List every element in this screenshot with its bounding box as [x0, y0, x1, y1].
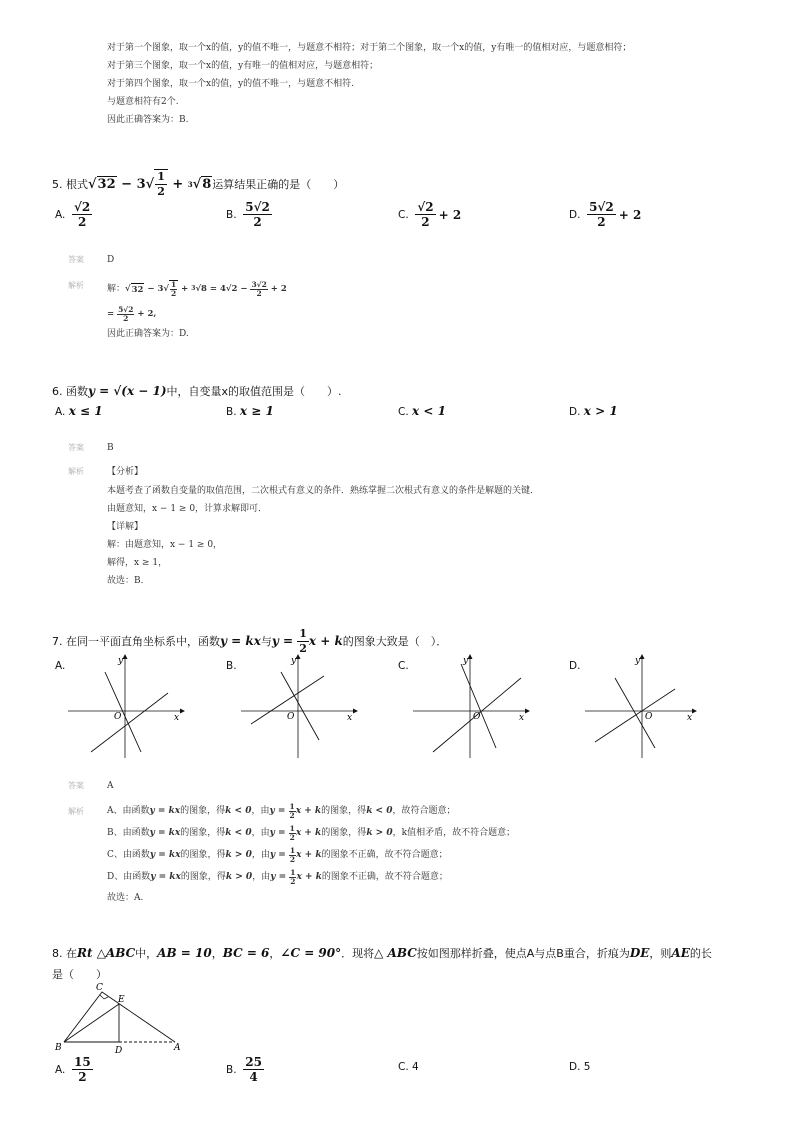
math-expression: k > 0 [225, 872, 253, 882]
solution-text: ，由 [251, 850, 270, 860]
y-axis-arrow [468, 654, 473, 659]
option-d[interactable] [569, 404, 618, 418]
option-letter: A. [55, 1063, 66, 1076]
question-suffix: 运算结果正确的是（ ） [212, 178, 345, 191]
point-e-label: E [118, 995, 125, 1005]
question-stem [52, 170, 344, 198]
math-expression: y = kx [149, 828, 181, 838]
solution-text: 的图象不正确，故不符合题意； [321, 872, 448, 882]
option-text: 5 [583, 1061, 591, 1073]
question-text: 中， [135, 947, 158, 960]
solution-line [107, 866, 448, 888]
option-text: x ≥ 1 [239, 404, 274, 418]
solution-text: 的图象，得 [180, 850, 226, 860]
question-text: 按如图那样折叠，使点A与点B重合，折痕为 [416, 947, 630, 960]
option-text: x ≤ 1 [68, 404, 103, 418]
origin-label: O [645, 712, 653, 722]
math-expression: √ 32 − 3√ $\frac{1}{2}$ + 3 √8 = 4√2 − 3√2 2 + 2 [125, 279, 287, 298]
solution-line: 与题意相符有2个. [107, 97, 179, 107]
x-axis-arrow [180, 709, 185, 714]
math-expression: k < 0 [366, 806, 393, 816]
solution-line [107, 822, 515, 844]
option-letter: D. [569, 406, 581, 418]
option-text: x > 1 [583, 404, 618, 418]
solution-text: ，k值相矛盾，故不符合题意； [392, 828, 516, 838]
function-2: y = $\frac{1}{2}$ x + k [271, 626, 343, 655]
option-letter: C. [398, 208, 409, 221]
analysis-label: 解析 [68, 807, 84, 816]
option-a[interactable] [55, 1055, 93, 1084]
option-b[interactable]: B. [226, 660, 237, 672]
question-prefix: 6. 函数 [52, 385, 88, 398]
solution-line [107, 844, 448, 866]
math-expression: DE [629, 946, 650, 960]
question-suffix: 的图象大致是（ ）． [342, 635, 448, 648]
solution-line: 故选：B． [107, 576, 150, 586]
option-b[interactable] [226, 200, 272, 229]
math-expression: √ 32 − 3√ $\frac{1}{2}$ + 3 √ 8 [88, 170, 212, 198]
segment-be [64, 1004, 119, 1042]
option-fraction: $\frac{25}{4}$ [245, 1055, 262, 1084]
solution-line: 【详解】 [107, 522, 144, 532]
solution-line: 解：由题意知，x − 1 ≥ 0， [107, 540, 223, 550]
solution-line: 解得，x ≥ 1， [107, 558, 168, 568]
option-letter: B. [226, 1063, 237, 1076]
math-expression: y = 1 2 x + k [269, 801, 322, 820]
math-expression: y = kx [149, 806, 181, 816]
solution-text: ，由 [251, 828, 270, 838]
origin-label: O [287, 712, 295, 722]
solution-text: B、由函数 [107, 828, 150, 838]
option-fraction: $\frac{15}{2}$ [74, 1055, 91, 1084]
math-expression: k < 0 [225, 806, 252, 816]
line-kx [461, 664, 496, 748]
y-axis-label: y [291, 656, 297, 666]
solution-line: 【分析】 [107, 467, 144, 477]
y-axis-label: y [118, 656, 124, 666]
answer-value: A [107, 781, 114, 791]
answer-label: 答案 [68, 781, 84, 790]
point-a-label: A [174, 1043, 181, 1053]
option-letter: C. [398, 1061, 409, 1073]
solution-line [107, 800, 456, 822]
math-expression: y = 1 2 x + k [270, 867, 322, 886]
point-c-label: C [96, 983, 103, 993]
x-axis-label: x [347, 713, 353, 723]
math-expression: AB = 10 [157, 946, 212, 960]
line-kx [105, 672, 141, 752]
question-stem [52, 383, 342, 399]
question-prefix: 7. 在同一平面直角坐标系中，函数 [52, 635, 220, 648]
option-letter: B. [226, 208, 237, 221]
answer-value: B [107, 443, 114, 453]
answer-label: 答案 [68, 255, 84, 264]
question-text: 8. 在 [52, 947, 77, 960]
solution-text: 的图象，得 [321, 806, 367, 816]
solution-line: 对于第三个图象，取一个x的值，y有唯一的值相对应，与题意相符； [107, 61, 379, 71]
graph-c[interactable] [413, 652, 531, 762]
option-extra: + 2 [438, 207, 462, 222]
graph-a[interactable] [68, 652, 186, 762]
option-fraction: $\frac{5√2}{2}$ [245, 200, 270, 229]
x-axis-arrow [525, 709, 530, 714]
option-c[interactable] [398, 1061, 419, 1073]
math-expression: ∠C = 90° [280, 946, 342, 960]
option-b[interactable] [226, 404, 274, 418]
option-d[interactable]: D. [569, 660, 581, 672]
point-b-label: B [55, 1043, 62, 1053]
math-expression: k < 0 [225, 828, 252, 838]
option-d[interactable] [569, 200, 641, 229]
solution-line: 因此正确答案为：B. [107, 115, 189, 125]
math-expression: k > 0 [225, 850, 252, 860]
math-expression: k > 0 [366, 828, 393, 838]
question-text: 的长 [689, 947, 712, 960]
question-prefix: 5. 根式 [52, 178, 88, 191]
y-axis-label: y [635, 656, 641, 666]
solution-line [107, 278, 287, 300]
solution-text: ，故符合题意； [392, 806, 456, 816]
origin-label: O [114, 712, 122, 722]
answer-label: 答案 [68, 443, 84, 452]
option-c[interactable] [398, 404, 446, 418]
math-expression: AE [671, 946, 690, 960]
function-1: y = kx [220, 634, 261, 648]
question-text: ．现将 [341, 947, 375, 960]
solution-line: 对于第一个图象，取一个x的值，y的值不唯一，与题意不相符；对于第二个图象，取一个x的值，y有唯一的值相对应，与题意相符； [107, 43, 632, 53]
solution-line: 对于第四个图象，取一个x的值，y的值不唯一，与题意不相符. [107, 79, 355, 89]
question-stem: 8. 在Rt △ABC中，AB = 10，BC = 6，∠C = 90°．现将△ ABC按如图那样折叠，使点A与点B重合，折痕为DE，则AE的长 [52, 946, 712, 960]
graph-d[interactable] [585, 652, 703, 762]
question-connector: 与 [260, 635, 272, 648]
graph-b[interactable] [241, 652, 359, 762]
math-expression: y = kx [150, 872, 181, 882]
math-expression: Rt △ABC [77, 946, 136, 960]
option-letter: A. [55, 208, 66, 221]
question-suffix: 中，自变量x的取值范围是（ ）. [166, 385, 342, 398]
option-c[interactable]: C. [398, 660, 409, 672]
solution-line: 因此正确答案为：D. [107, 329, 189, 339]
solution-text: C、由函数 [107, 850, 150, 860]
math-expression: y = √(x − 1) [88, 384, 167, 398]
x-axis-arrow [353, 709, 358, 714]
option-letter: D. [569, 1061, 581, 1073]
solution-text: 的图象，得 [321, 828, 367, 838]
option-letter: A. [55, 406, 66, 418]
solution-text: ，由 [252, 872, 271, 882]
triangle-figure [52, 980, 187, 1056]
solution-text: 的图象，得 [180, 806, 226, 816]
y-axis-arrow [640, 654, 645, 659]
option-extra: + 2 [618, 207, 642, 222]
answer-value: D [107, 255, 115, 265]
solution-text: D、由函数 [107, 872, 151, 882]
analysis-label: 解析 [68, 467, 84, 476]
option-b[interactable] [226, 1055, 264, 1084]
option-a[interactable] [55, 404, 103, 418]
x-axis-label: x [519, 713, 525, 723]
origin-label: O [473, 712, 481, 722]
option-letter: D. [569, 208, 581, 221]
option-fraction: $\frac{5√2}{2}$ [589, 200, 614, 229]
solution-line: 故选：A. [107, 893, 144, 903]
solution-line: 由题意知，x − 1 ≥ 0，计算求解即可． [107, 504, 268, 514]
solution-prefix: 解： [107, 284, 126, 294]
x-axis-label: x [174, 713, 180, 723]
option-a[interactable] [55, 200, 92, 229]
option-letter: C. [398, 406, 409, 418]
x-axis-arrow [692, 709, 697, 714]
solution-text: A、由函数 [107, 806, 150, 816]
solution-text: 的图象，得 [180, 828, 226, 838]
math-expression: = 5√2 2 + 2, [107, 304, 157, 323]
line-kx [281, 672, 319, 740]
solution-line: 本题考查了函数自变量的取值范围，二次根式有意义的条件．熟练掌握二次根式有意义的条件是解题的关键． [107, 486, 540, 496]
y-axis-arrow [123, 654, 128, 659]
option-text: x < 1 [412, 404, 446, 418]
point-d-label: D [115, 1046, 123, 1056]
option-text: 4 [412, 1061, 419, 1073]
analysis-label: 解析 [68, 281, 84, 290]
math-expression: y = 1 2 x + k [269, 823, 322, 842]
solution-text: 的图象不正确，故不符合题意； [321, 850, 448, 860]
question-stem-line2: 是（ ） [52, 968, 107, 981]
solution-text: ，由 [251, 806, 270, 816]
y-axis-label: y [463, 656, 469, 666]
option-d[interactable] [569, 1061, 590, 1073]
question-text: ，则 [649, 947, 672, 960]
option-c[interactable] [398, 200, 461, 229]
line-half-x-plus-k [595, 689, 675, 742]
option-fraction: $\frac{√2}{2}$ [417, 200, 434, 229]
option-fraction: $\frac{√2}{2}$ [74, 200, 91, 229]
option-letter: B. [226, 406, 237, 418]
solution-line [107, 303, 156, 325]
x-axis-label: x [687, 713, 693, 723]
y-axis-arrow [296, 654, 301, 659]
line-half-x-plus-k [91, 693, 168, 752]
math-expression: △ ABC [374, 946, 417, 960]
math-expression: y = 1 2 x + k [269, 845, 322, 864]
math-expression: y = kx [149, 850, 181, 860]
option-a[interactable]: A. [55, 660, 66, 672]
solution-text: 的图象，得 [180, 872, 226, 882]
math-expression: BC = 6 [222, 946, 270, 960]
